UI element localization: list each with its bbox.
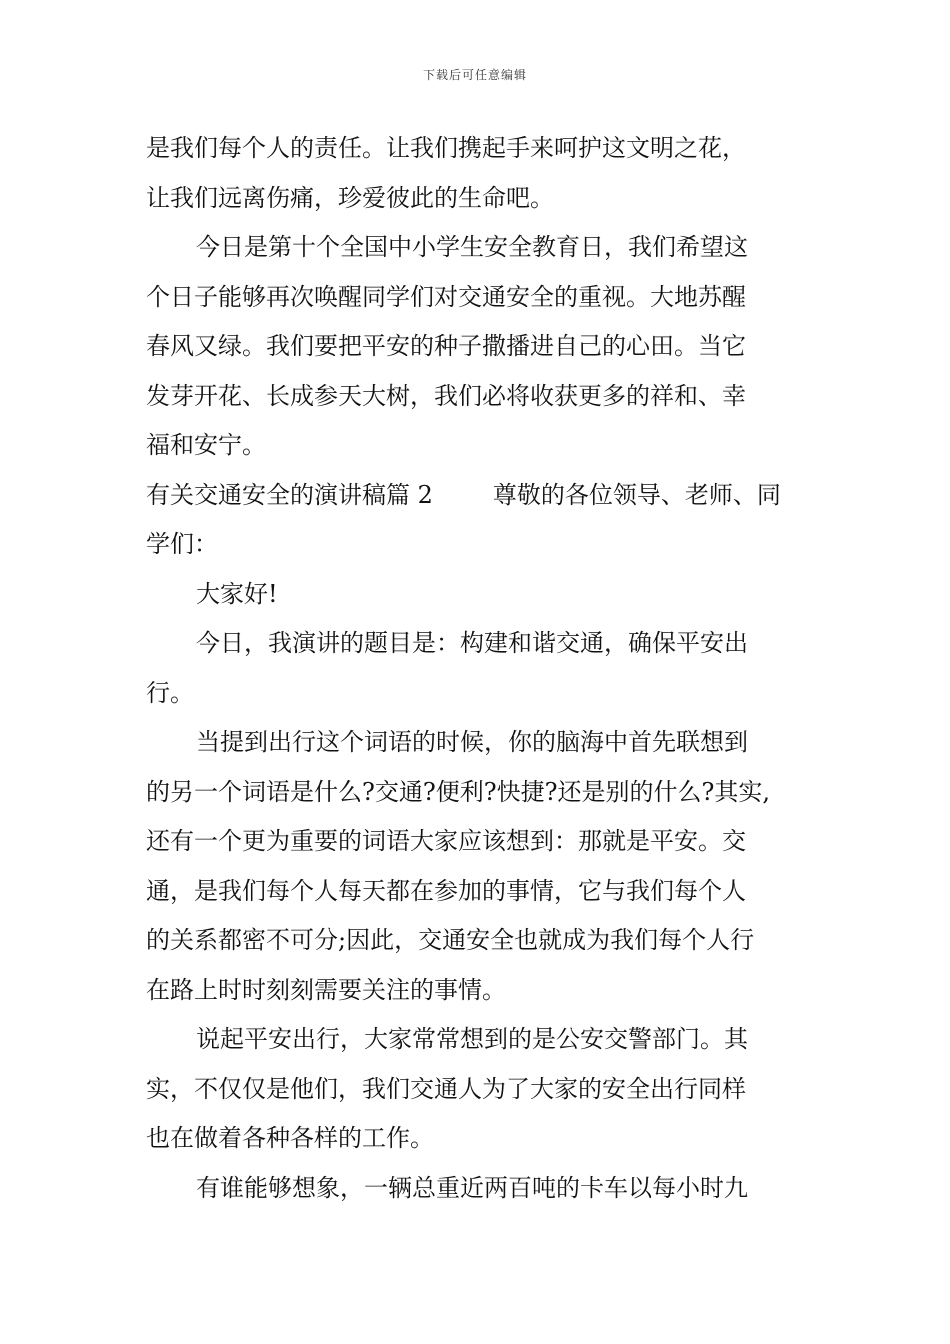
text-line: 今日是第十个全国中小学生安全教育日，我们希望这 (196, 233, 748, 261)
text-line: 发芽开花、长成参天大树，我们必将收获更多的祥和、幸 (146, 381, 746, 410)
text-line: 的关系都密不可分;因此，交通安全也就成为我们每个人行 (146, 926, 755, 954)
text-line: 今日，我演讲的题目是：构建和谐交通，确保平安出 (196, 629, 748, 657)
text-line: 当提到出行这个词语的时候，你的脑海中首先联想到 (196, 728, 748, 756)
text-line: 还有一个更为重要的词语大家应该想到：那就是平安。交 (146, 827, 746, 855)
salutation: 尊敬的各位领导、老师、同 (492, 480, 781, 509)
document-body (146, 124, 816, 1213)
section-title: 有关交通安全的演讲稿篇 2 (146, 480, 433, 509)
text-line: 在路上时时刻刻需要关注的事情。 (146, 975, 506, 1004)
text-line: 让我们远离伤痛，珍爱彼此的生命吧。 (146, 183, 554, 212)
text-line: 大家好! (196, 579, 278, 608)
text-line: 也在做着各种各样的工作。 (146, 1124, 434, 1152)
page-header-note: 下载后可任意编辑 (422, 68, 527, 82)
text-line: 有谁能够想象，一辆总重近两百吨的卡车以每小时九 (196, 1173, 748, 1202)
text-line: 是我们每个人的责任。让我们携起手来呵护这文明之花， (146, 134, 746, 162)
text-line: 个日子能够再次唤醒同学们对交通安全的重视。大地苏醒 (146, 282, 746, 311)
text-line: 通，是我们每个人每天都在参加的事情，它与我们每个人 (146, 876, 746, 905)
section-title-line (146, 471, 816, 521)
text-line: 说起平安出行，大家常常想到的是公安交警部门。其 (196, 1025, 748, 1053)
text-line: 行。 (146, 678, 194, 707)
text-line: 实，不仅仅是他们，我们交通人为了大家的安全出行同样 (146, 1074, 746, 1103)
text-line: 福和安宁。 (146, 431, 266, 459)
text-line: 的另一个词语是什么?交通?便利?快捷?还是别的什么?其实, (146, 777, 770, 806)
text-line: 学们： (146, 530, 218, 558)
text-line: 春风又绿。我们要把平安的种子撒播进自己的心田。当它 (146, 332, 746, 360)
